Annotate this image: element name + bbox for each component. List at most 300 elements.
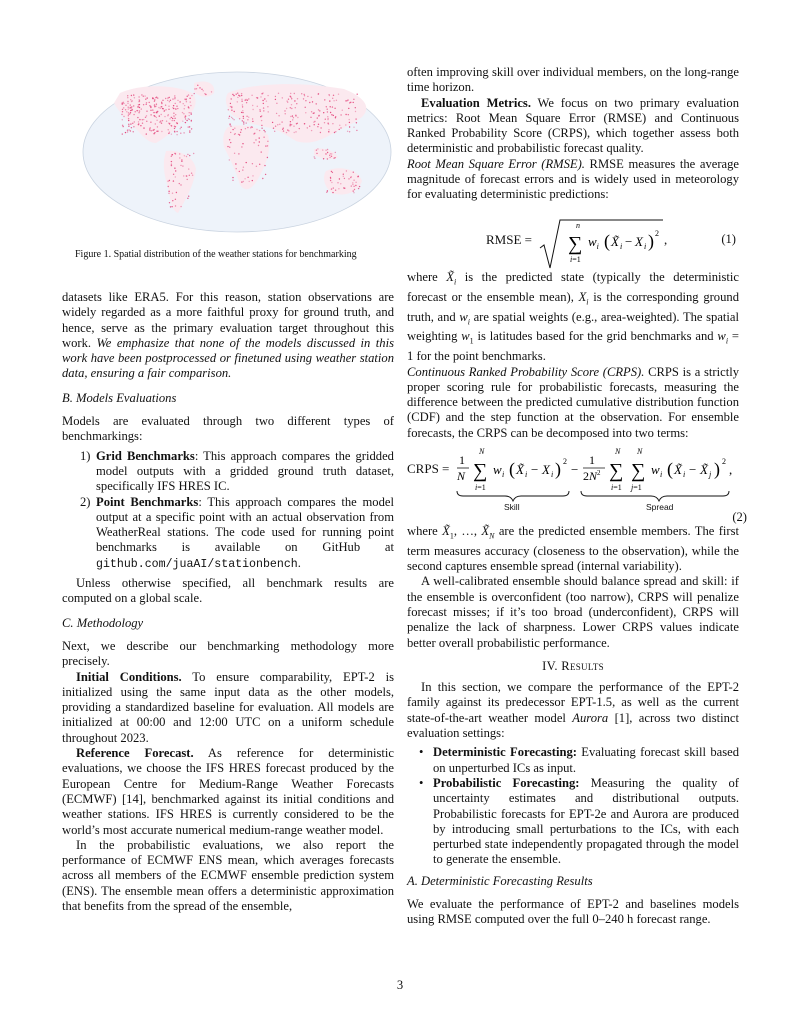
station-point	[145, 117, 146, 118]
station-point	[335, 117, 336, 118]
station-point	[334, 132, 335, 133]
station-point	[324, 99, 325, 100]
station-point	[345, 124, 346, 125]
paragraph-crps	[407, 365, 739, 441]
station-point	[297, 117, 298, 118]
station-point	[191, 121, 192, 122]
list-item: 2) Point Benchmarks: This approach compares the model output at a specific point with an actual observation from WeatherReal stations. The code used for running point benchmarks is available on GitHub at github.com/juaAI/stationbench.	[80, 494, 394, 571]
station-point	[168, 129, 169, 130]
station-point	[194, 93, 195, 94]
station-point	[339, 129, 340, 130]
station-point	[203, 90, 204, 91]
station-point	[355, 111, 356, 112]
station-point	[296, 103, 297, 104]
station-point	[158, 107, 159, 108]
equation-number: (2)	[732, 510, 747, 524]
station-point	[263, 107, 264, 108]
station-point	[144, 95, 145, 96]
station-point	[239, 118, 240, 119]
station-point	[146, 115, 147, 116]
station-point	[177, 100, 178, 101]
station-point	[126, 111, 127, 112]
station-point	[161, 102, 162, 103]
station-point	[284, 110, 285, 111]
station-point	[330, 106, 331, 107]
station-point	[261, 151, 262, 152]
station-point	[331, 188, 332, 189]
station-point	[334, 157, 335, 158]
station-point	[173, 115, 174, 116]
station-point	[329, 155, 330, 156]
svg-text:∑: ∑	[609, 460, 624, 482]
station-point	[127, 131, 128, 132]
station-point	[171, 206, 172, 207]
station-point	[304, 123, 305, 124]
list-bold: Deterministic Forecasting:	[433, 745, 577, 760]
bold-lead: Reference Forecast.	[76, 746, 194, 761]
station-point	[236, 168, 237, 169]
station-point	[229, 159, 230, 160]
paragraph-text: In this section, we compare the performance of the EPT-2 family against its predecessor EPT-1.5, as well as the current state-of-the-art weather model	[407, 680, 739, 725]
svg-text:j=1: j=1	[631, 483, 642, 492]
svg-text:−: −	[571, 462, 579, 477]
station-point	[189, 98, 190, 99]
station-point	[186, 120, 187, 121]
svg-text:1: 1	[589, 453, 595, 467]
station-point	[131, 100, 132, 101]
station-point	[154, 104, 155, 105]
station-point	[123, 107, 124, 108]
station-point	[174, 98, 175, 99]
station-point	[275, 126, 276, 127]
station-point	[169, 180, 170, 181]
station-point	[146, 133, 147, 134]
station-point	[128, 129, 129, 130]
station-point	[190, 112, 191, 113]
station-point	[262, 178, 263, 179]
station-point	[172, 200, 173, 201]
station-point	[241, 146, 242, 147]
station-point	[267, 141, 268, 142]
station-point	[138, 96, 139, 97]
paragraph-results	[407, 680, 739, 741]
list-item	[407, 745, 739, 776]
station-point	[248, 98, 249, 99]
station-point	[328, 94, 329, 95]
station-point	[184, 155, 185, 156]
station-point	[263, 130, 264, 131]
station-point	[275, 99, 276, 100]
station-point	[169, 97, 170, 98]
svg-text:i=1: i=1	[611, 483, 622, 492]
station-point	[320, 127, 321, 128]
station-point	[250, 127, 251, 128]
paragraph-evaluate: We evaluate the performance of EPT-2 and baselines models using RMSE computed over the full 0–240 h forecast range.	[407, 897, 739, 927]
svg-text:(: (	[604, 231, 610, 251]
station-point	[235, 133, 236, 134]
station-point	[127, 130, 128, 131]
station-point	[243, 181, 244, 182]
station-point	[267, 145, 268, 146]
station-point	[293, 126, 294, 127]
station-point	[339, 178, 340, 179]
station-point	[197, 85, 198, 86]
paragraph-text: is the predicted state (typically the deterministic forecast or the ensemble mean),	[407, 270, 740, 304]
station-point	[122, 103, 123, 104]
station-point	[267, 106, 268, 107]
svg-text:∑: ∑	[473, 460, 488, 482]
station-point	[247, 177, 248, 178]
svg-text:−: −	[531, 462, 539, 477]
station-point	[338, 94, 339, 95]
station-point	[128, 124, 129, 125]
station-point	[125, 132, 126, 133]
station-point	[165, 105, 166, 106]
station-point	[187, 96, 188, 97]
station-point	[128, 118, 129, 119]
station-point	[127, 101, 128, 102]
station-point	[291, 98, 292, 99]
station-point	[290, 116, 291, 117]
station-point	[184, 117, 185, 118]
station-point	[177, 123, 178, 124]
station-point	[169, 101, 170, 102]
station-point	[156, 120, 157, 121]
station-point	[259, 164, 260, 165]
station-point	[182, 112, 183, 113]
station-point	[348, 178, 349, 179]
svg-text:X̃: X̃	[516, 462, 524, 477]
station-point	[189, 115, 190, 116]
station-point	[127, 97, 128, 98]
station-point	[312, 101, 313, 102]
paragraph-text: [1], across two distinct evaluation settings:	[407, 710, 739, 741]
station-point	[179, 153, 180, 154]
station-point	[179, 101, 180, 102]
station-point	[156, 104, 157, 105]
station-point	[188, 118, 189, 119]
station-point	[331, 182, 332, 183]
station-point	[313, 113, 314, 114]
station-point	[286, 108, 287, 109]
svg-text:(: (	[509, 459, 515, 479]
station-point	[139, 107, 140, 108]
station-point	[143, 96, 144, 97]
station-point	[229, 116, 230, 117]
station-point	[335, 131, 336, 132]
list-number: 2)	[80, 494, 91, 509]
station-point	[211, 91, 212, 92]
station-point	[143, 104, 144, 105]
station-point	[161, 106, 162, 107]
right-column-3	[407, 524, 739, 928]
station-point	[327, 116, 328, 117]
station-point	[295, 131, 296, 132]
station-point	[187, 179, 188, 180]
paragraph-text: We focus on two primary evaluation metrics: Root Mean Square Error (RMSE) and Continuous Ranked Probability Score (CRPS), which together assess both deterministic and probabilistic forecast quality.	[407, 95, 739, 156]
station-point	[326, 106, 327, 107]
station-point	[357, 176, 358, 177]
station-point	[130, 99, 131, 100]
github-link[interactable]: github.com/juaAI/stationbench	[96, 557, 298, 571]
station-point	[333, 115, 334, 116]
station-point	[338, 188, 339, 189]
station-point	[331, 114, 332, 115]
svg-text:N: N	[457, 469, 466, 483]
station-point	[327, 118, 328, 119]
station-point	[337, 182, 338, 183]
paragraph-rmse	[407, 157, 739, 203]
station-point	[290, 96, 291, 97]
station-point	[355, 182, 356, 183]
paragraph-where2: where $X̃_1$, …, $X̃_N$ are the predicted ensemble members. The first term measures accuracy (closeness to the observation), while the second captures ensemble spread (internal variability).	[407, 524, 740, 574]
station-point	[134, 121, 135, 122]
station-point	[264, 165, 265, 166]
station-point	[232, 177, 233, 178]
station-point	[174, 128, 175, 129]
station-point	[263, 103, 264, 104]
station-point	[353, 186, 354, 187]
station-point	[133, 105, 134, 106]
section-heading-a: A. Deterministic Forecasting Results	[407, 873, 593, 888]
station-point	[182, 165, 183, 166]
station-point	[186, 101, 187, 102]
svg-text:N: N	[615, 447, 621, 456]
station-point	[263, 137, 264, 138]
station-point	[161, 123, 162, 124]
station-point	[185, 122, 186, 123]
station-point	[128, 108, 129, 109]
station-point	[154, 106, 155, 107]
station-point	[286, 132, 287, 133]
station-point	[241, 101, 242, 102]
station-point	[340, 114, 341, 115]
station-point	[183, 132, 184, 133]
station-point	[241, 93, 242, 94]
list-item	[407, 776, 739, 868]
station-point	[141, 94, 142, 95]
station-point	[128, 114, 129, 115]
station-point	[323, 158, 324, 159]
station-point	[243, 116, 244, 117]
station-point	[169, 202, 170, 203]
svg-text:i=1: i=1	[570, 255, 581, 264]
station-point	[347, 99, 348, 100]
bold-lead: Evaluation Metrics.	[421, 95, 531, 110]
station-point	[266, 101, 267, 102]
paragraph-text: RMSE measures the average magnitude of forecast errors and is widely used in meteorology for evaluating deterministic predictions:	[407, 156, 740, 202]
station-point	[170, 100, 171, 101]
station-point	[260, 111, 261, 112]
station-point	[257, 106, 258, 107]
station-point	[317, 117, 318, 118]
list-item	[62, 449, 394, 495]
station-point	[141, 108, 142, 109]
station-point	[268, 111, 269, 112]
italic-lead: Continuous Ranked Probability Score (CRPS).	[407, 364, 645, 379]
station-point	[332, 106, 333, 107]
station-point	[171, 164, 172, 165]
station-point	[183, 175, 184, 176]
station-point	[354, 189, 355, 190]
station-point	[247, 119, 248, 120]
station-point	[171, 161, 172, 162]
station-point	[343, 187, 344, 188]
station-point	[242, 120, 243, 121]
paragraph-unless: Unless otherwise specified, all benchmark results are computed on a global scale.	[62, 576, 394, 606]
equation-crps	[407, 446, 747, 526]
station-point	[328, 123, 329, 124]
station-point	[325, 153, 326, 154]
svg-text:2: 2	[722, 457, 726, 466]
station-point	[282, 129, 283, 130]
station-point	[191, 128, 192, 129]
svg-text:i: i	[683, 470, 686, 479]
station-point	[139, 100, 140, 101]
station-point	[240, 132, 241, 133]
station-point	[347, 131, 348, 132]
station-point	[172, 154, 173, 155]
station-point	[128, 112, 129, 113]
station-point	[239, 171, 240, 172]
station-point	[257, 97, 258, 98]
station-point	[180, 128, 181, 129]
paragraph-text: for the point benchmarks.	[416, 349, 546, 364]
paragraph-continued: often improving skill over individual members, on the long-range time horizon.	[407, 65, 739, 95]
station-point	[316, 153, 317, 154]
crps-formula	[455, 446, 747, 512]
station-point	[242, 104, 243, 105]
station-point	[152, 97, 153, 98]
station-point	[234, 128, 235, 129]
right-column	[407, 65, 739, 203]
station-point	[307, 96, 308, 97]
station-point	[307, 127, 308, 128]
station-point	[349, 122, 350, 123]
list-text: Evaluating forecast skill based on unperturbed ICs as input.	[433, 745, 739, 775]
station-point	[155, 106, 156, 107]
station-point	[138, 121, 139, 122]
station-point	[343, 176, 344, 177]
station-point	[353, 127, 354, 128]
station-point	[173, 105, 174, 106]
station-point	[172, 120, 173, 121]
list-bold: Point Benchmarks	[96, 494, 199, 509]
station-point	[130, 104, 131, 105]
station-point	[205, 94, 206, 95]
station-point	[288, 99, 289, 100]
station-point	[134, 97, 135, 98]
station-point	[330, 153, 331, 154]
svg-text:,: ,	[729, 462, 733, 477]
station-point	[187, 154, 188, 155]
station-point	[157, 131, 158, 132]
station-point	[246, 116, 247, 117]
page-number: 3	[396, 978, 404, 992]
station-point	[252, 127, 253, 128]
station-point	[125, 109, 126, 110]
station-point	[229, 139, 230, 140]
station-point	[152, 109, 153, 110]
station-point	[346, 170, 347, 171]
station-point	[316, 150, 317, 151]
station-point	[234, 153, 235, 154]
station-point	[233, 95, 234, 96]
station-point	[176, 106, 177, 107]
station-point	[330, 180, 331, 181]
station-point	[177, 108, 178, 109]
station-point	[143, 119, 144, 120]
list-number: 1)	[80, 448, 91, 463]
station-point	[132, 123, 133, 124]
station-point	[168, 133, 169, 134]
station-point	[276, 113, 277, 114]
station-point	[122, 126, 123, 127]
station-point	[320, 132, 321, 133]
station-point	[232, 94, 233, 95]
station-point	[264, 131, 265, 132]
station-point	[188, 196, 189, 197]
paragraph-initial	[62, 670, 394, 746]
station-point	[353, 190, 354, 191]
station-point	[238, 134, 239, 135]
station-point	[316, 103, 317, 104]
station-point	[278, 115, 279, 116]
station-point	[150, 107, 151, 108]
station-point	[276, 103, 277, 104]
station-point	[304, 94, 305, 95]
list-bold: Grid Benchmarks	[96, 448, 195, 463]
paragraph-probabilistic: In the probabilistic evaluations, we also report the performance of ECMWF ENS mean, which averages forecasts across all members of the ECMWF ensemble prediction system (ENS). The ensemble mean offers a deterministic approximation that benefits from the spread of the ensemble,	[62, 837, 394, 913]
station-point	[176, 192, 177, 193]
station-point	[327, 109, 328, 110]
svg-text:wi: $w_i$	[588, 234, 599, 251]
paragraph-text: is the corresponding ground truth, and	[407, 289, 739, 324]
station-point	[175, 153, 176, 154]
station-point	[231, 110, 232, 111]
station-point	[336, 100, 337, 101]
station-point	[332, 98, 333, 99]
station-point	[199, 87, 200, 88]
station-point	[230, 126, 231, 127]
station-point	[340, 183, 341, 184]
station-point	[230, 103, 231, 104]
station-point	[173, 113, 174, 114]
benchmark-list	[62, 449, 394, 572]
station-point	[353, 180, 354, 181]
svg-text:i: i	[525, 470, 528, 479]
station-point	[241, 181, 242, 182]
station-point	[245, 128, 246, 129]
station-point	[145, 99, 146, 100]
station-point	[139, 119, 140, 120]
station-point	[189, 126, 190, 127]
station-point	[241, 129, 242, 130]
paragraph-text: are spatial weights (e.g., area-weighted). The spatial weighting	[407, 309, 739, 344]
station-point	[343, 174, 344, 175]
station-point	[232, 180, 233, 181]
station-point	[133, 94, 134, 95]
station-point	[252, 105, 253, 106]
station-point	[318, 93, 319, 94]
station-point	[294, 93, 295, 94]
equation-label: CRPS =	[407, 461, 450, 476]
station-point	[166, 121, 167, 122]
svg-text:X̃: X̃	[611, 234, 619, 249]
svg-text:): )	[648, 231, 654, 251]
station-point	[331, 156, 332, 157]
station-point	[167, 181, 168, 182]
